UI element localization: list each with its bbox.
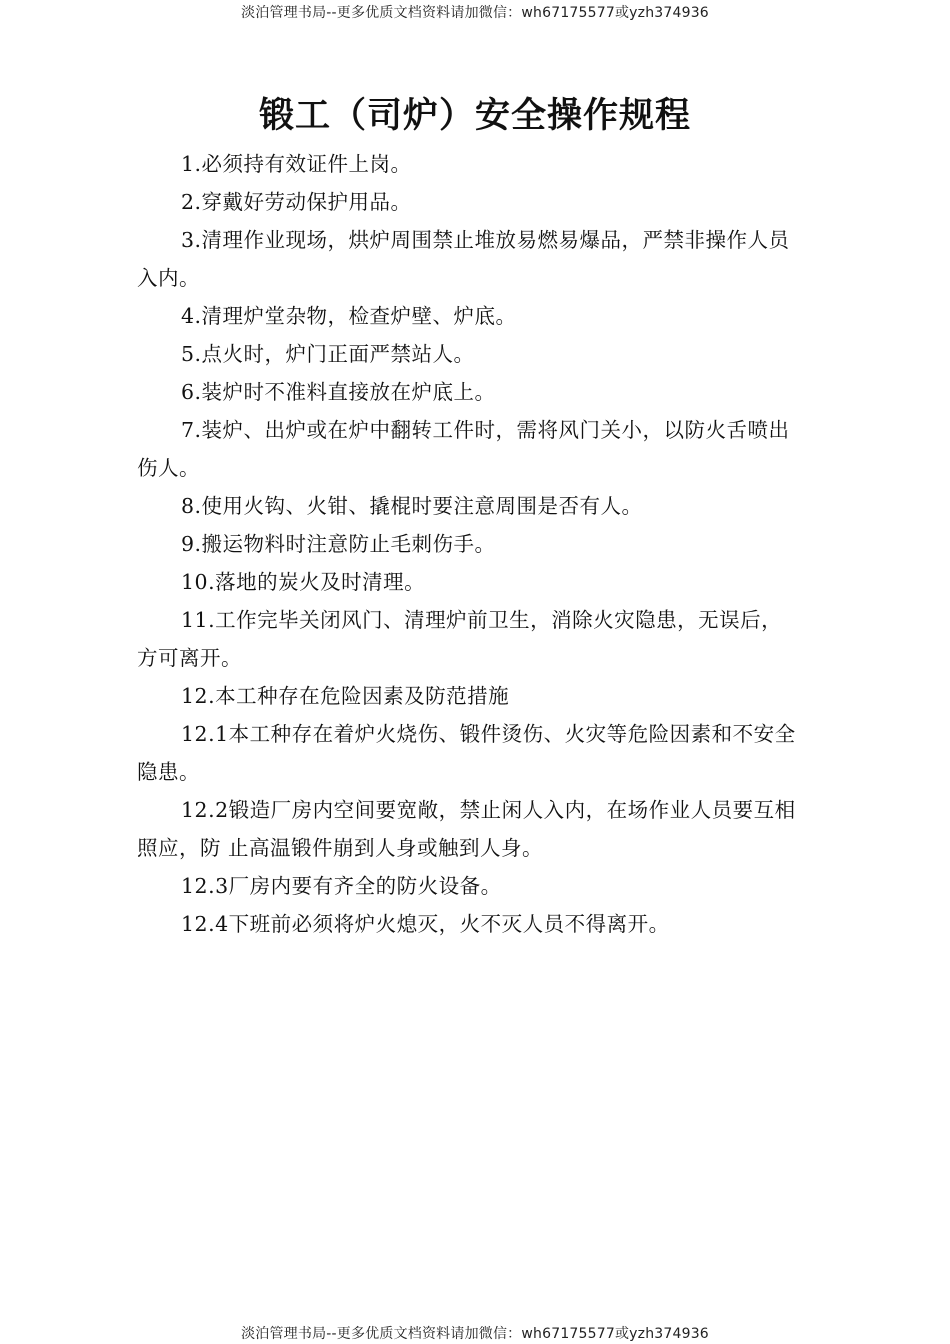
document-title: 锻工（司炉）安全操作规程 [258,96,691,136]
page-footer: 淡泊管理书局--更多优质文档资料请加微信：wh67175577或yzh374936 [241,1326,709,1342]
paragraph-9: 9.搬运物料时注意防止毛刺伤手。 [181,532,496,556]
paragraph-10: 10.落地的炭火及时清理。 [181,570,426,594]
paragraph-2: 2.穿戴好劳动保护用品。 [181,190,412,214]
paragraph-12: 12.本工种存在危险因素及防范措施 [181,684,510,708]
document-body [137,145,797,943]
paragraph-12-2: 12.2锻造厂房内空间要宽敞，禁止闲人入内，在场作业人员要互相照应，防 止高温锻件崩到人身或触到人身。 [137,798,796,860]
paragraph-6: 6.装炉时不准料直接放在炉底上。 [181,380,496,404]
paragraph-11: 11.工作完毕关闭风门、清理炉前卫生，消除火灾隐患，无误后，方可离开。 [137,608,783,670]
paragraph-12-3: 12.3厂房内要有齐全的防火设备。 [181,874,502,898]
paragraph-12-1: 12.1本工种存在着炉火烧伤、锻件烫伤、火灾等危险因素和不安全隐患。 [137,722,796,784]
paragraph-3: 3.清理作业现场，烘炉周围禁止堆放易燃易爆品，严禁非操作人员入内。 [137,228,790,290]
paragraph-8: 8.使用火钩、火钳、撬棍时要注意周围是否有人。 [181,494,643,518]
paragraph-5: 5.点火时，炉门正面严禁站人。 [181,342,475,366]
paragraph-1: 1.必须持有效证件上岗。 [181,152,412,176]
paragraph-4: 4.清理炉堂杂物，检查炉壁、炉底。 [181,304,517,328]
paragraph-7: 7.装炉、出炉或在炉中翻转工件时，需将风门关小，以防火舌喷出伤人。 [137,418,790,480]
page-header: 淡泊管理书局--更多优质文档资料请加微信：wh67175577或yzh374936 [241,5,709,21]
paragraph-12-4: 12.4下班前必须将炉火熄灭，火不灭人员不得离开。 [181,912,670,936]
